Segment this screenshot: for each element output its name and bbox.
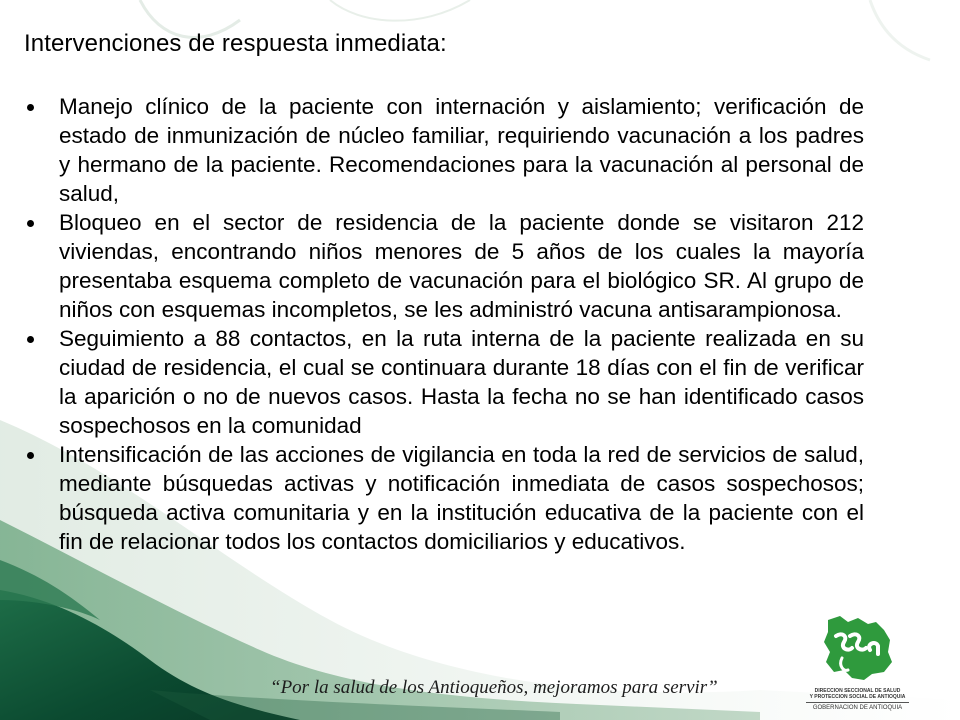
bullet-icon <box>27 336 34 343</box>
slide-title: Intervenciones de respuesta inmediata: <box>24 30 447 57</box>
bullet-text: Seguimiento a 88 contactos, en la ruta interna de la paciente realizada en su ciudad de residencia, el cual se continuara durante 18 días con el fin de verificar la aparición o no de nuevos casos. Hasta la fecha no se han identificado casos sospechosos en la comunidad <box>59 326 864 438</box>
bullet-icon <box>27 452 34 459</box>
organization-logo-icon <box>818 614 898 684</box>
bullet-text: Intensificación de las acciones de vigilancia en toda la red de servicios de salud, mediante búsquedas activas y notificación inmediata de casos sospechosos; búsqueda activa comunitaria y en la institución educativa de la paciente con el fin de relacionar todos los contactos domiciliarios y educativos. <box>59 442 864 554</box>
bullet-list <box>24 92 864 556</box>
list-item <box>24 440 864 556</box>
bullet-icon <box>27 220 34 227</box>
logo-line-2: Y PROTECCION SOCIAL DE ANTIOQUIA <box>809 694 906 700</box>
list-item <box>24 208 864 324</box>
logo-line-3: GOBERNACION DE ANTIOQUIA <box>812 705 903 711</box>
logo-line-1: DIRECCION SECCIONAL DE SALUD <box>814 688 901 694</box>
logo-caption <box>800 688 915 712</box>
bullet-text: Manejo clínico de la paciente con internación y aislamiento; verificación de estado de inmunización de núcleo familiar, requiriendo vacunación a los padres y hermano de la paciente. Recomendaciones para la vacunación al personal de salud, <box>59 94 864 206</box>
list-item <box>24 324 864 440</box>
footer-motto: “Por la salud de los Antioqueños, mejoramos para servir” <box>270 677 718 698</box>
logo-divider <box>806 702 909 703</box>
list-item <box>24 92 864 208</box>
bullet-text: Bloqueo en el sector de residencia de la paciente donde se visitaron 212 viviendas, encontrando niños menores de 5 años de los cuales la mayoría presentaba esquema completo de vacunación para el biológico SR. Al grupo de niños con esquemas incompletos, se les administró vacuna antisarampionosa. <box>59 210 864 322</box>
bullet-icon <box>27 104 34 111</box>
